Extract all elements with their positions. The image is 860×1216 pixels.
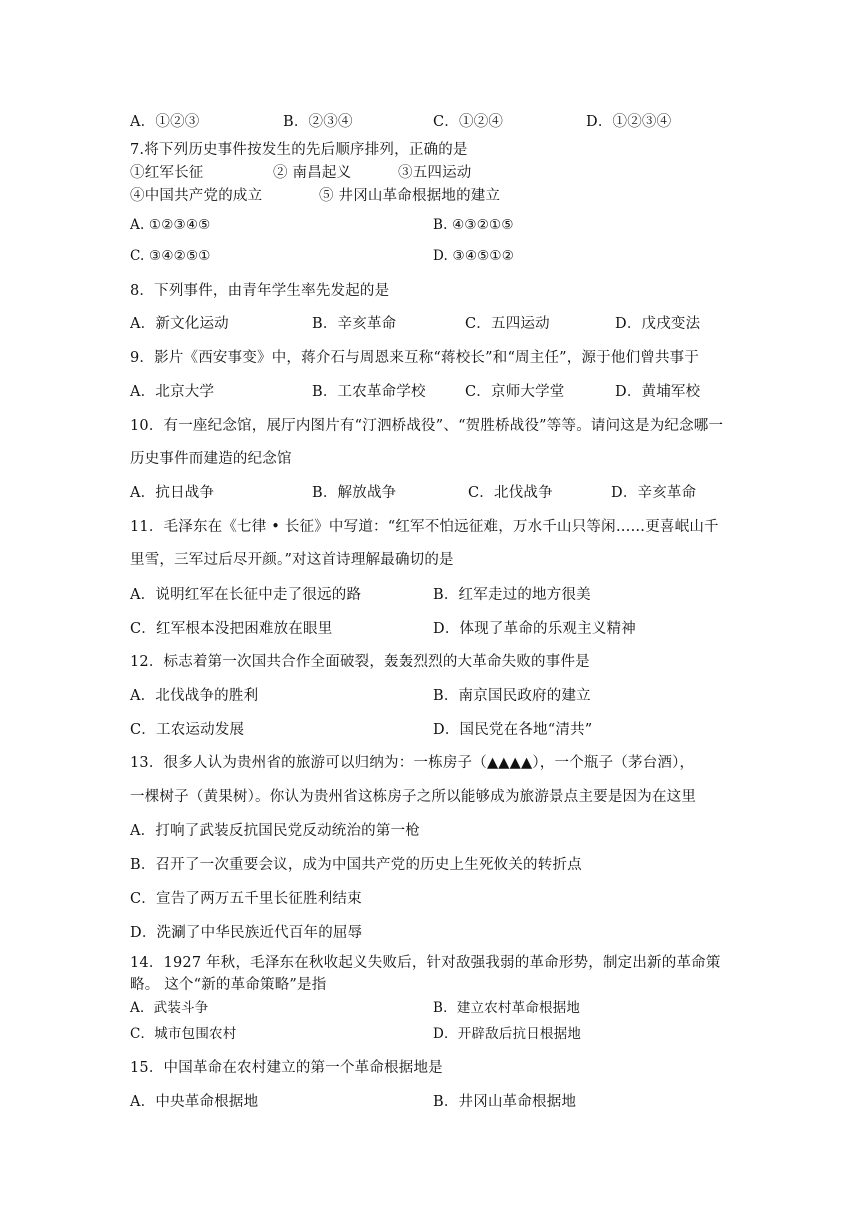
question-stem: 7.将下列历史事件按发生的先后顺序排列，正确的是 — [130, 142, 468, 158]
option: C．京师大学堂 — [465, 384, 565, 400]
option: D. ③④⑤①② — [433, 248, 515, 264]
question-stem: 13．很多人认为贵州省的旅游可以归纳为：一栋房子（▲▲▲▲），一个瓶子（茅台酒）， — [130, 755, 695, 771]
option: C．①②④ — [433, 114, 504, 130]
option: A．说明红军在长征中走了很远的路 — [130, 587, 362, 603]
question-stem: 略。 这个“新的革命策略”是指 — [130, 977, 327, 993]
option: A．中央革命根据地 — [130, 1094, 259, 1110]
option: B. ④③②①⑤ — [433, 217, 514, 233]
option: B．井冈山革命根据地 — [433, 1094, 577, 1110]
option: D．戊戌变法 — [615, 316, 701, 332]
option: B．建立农村革命根据地 — [433, 1000, 581, 1016]
option: A．新文化运动 — [130, 316, 229, 332]
question-stem: 8．下列事件，由青年学生率先发起的是 — [130, 283, 390, 299]
option: A．北伐战争的胜利 — [130, 688, 259, 704]
option: D．开辟敌后抗日根据地 — [433, 1026, 582, 1042]
event-item: ③五四运动 — [398, 165, 472, 181]
option: D．体现了革命的乐观主义精神 — [433, 621, 636, 637]
option: D．辛亥革命 — [611, 485, 697, 501]
option: B．辛亥革命 — [312, 316, 397, 332]
event-item: ⑤ 井冈山革命根据地的建立 — [319, 188, 501, 204]
option: C. ③④②⑤① — [130, 248, 211, 264]
option: C．红军根本没把困难放在眼里 — [130, 621, 333, 637]
option: C．工农运动发展 — [130, 722, 245, 738]
question-stem: 12．标志着第一次国共合作全面破裂，轰轰烈烈的大革命失败的事件是 — [130, 654, 590, 670]
option: D．国民党在各地“清共” — [433, 722, 593, 738]
question-stem: 11．毛泽东在《七律 • 长征》中写道：“红军不怕远征难，万水千山只等闲……更喜岷山千 — [130, 519, 719, 535]
question-stem: 历史事件而建造的纪念馆 — [130, 451, 292, 467]
option: B．召开了一次重要会议，成为中国共产党的历史上生死攸关的转折点 — [130, 857, 582, 873]
option: C．宣告了两万五千里长征胜利结束 — [130, 891, 362, 907]
question-stem: 15．中国革命在农村建立的第一个革命根据地是 — [130, 1060, 443, 1076]
option: D．①②③④ — [586, 114, 672, 130]
option: A．抗日战争 — [130, 485, 215, 501]
question-stem: 9．影片《西安事变》中，蒋介石与周恩来互称“蒋校长”和“周主任”，源于他们曾共事于 — [130, 350, 700, 366]
event-item: ② 南昌起义 — [273, 165, 352, 181]
event-item: ④中国共产党的成立 — [130, 188, 263, 204]
question-stem: 14．1927 年秋，毛泽东在秋收起义失败后，针对敌强我弱的革命形势，制定出新的革命策 — [130, 955, 721, 971]
option: B．工农革命学校 — [312, 384, 426, 400]
option: C．城市包围农村 — [130, 1026, 237, 1042]
event-item: ①红军长征 — [130, 165, 204, 181]
option: B．红军走过的地方很美 — [433, 587, 591, 603]
option: A．①②③ — [130, 114, 200, 130]
option: A．武装斗争 — [130, 1000, 209, 1016]
option: D．洗涮了中华民族近代百年的屈辱 — [130, 925, 363, 941]
option: A. ①②③④⑤ — [130, 217, 211, 233]
question-stem: 一棵树子（黄果树）。你认为贵州省这栋房子之所以能够成为旅游景点主要是因为在这里 — [130, 789, 697, 805]
option: A．打响了武装反抗国民党反动统治的第一枪 — [130, 823, 420, 839]
question-stem: 里雪，三军过后尽开颜。”对这首诗理解最确切的是 — [130, 552, 454, 568]
option: D．黄埔军校 — [615, 384, 701, 400]
option: B．南京国民政府的建立 — [433, 688, 591, 704]
option: C．五四运动 — [465, 316, 550, 332]
option: C．北伐战争 — [468, 485, 553, 501]
option: B．解放战争 — [312, 485, 397, 501]
question-stem: 10．有一座纪念馆，展厅内图片有“汀泗桥战役”、“贺胜桥战役”等等。请问这是为纪念哪一 — [130, 418, 724, 434]
option: B．②③④ — [283, 114, 353, 130]
option: A．北京大学 — [130, 384, 215, 400]
